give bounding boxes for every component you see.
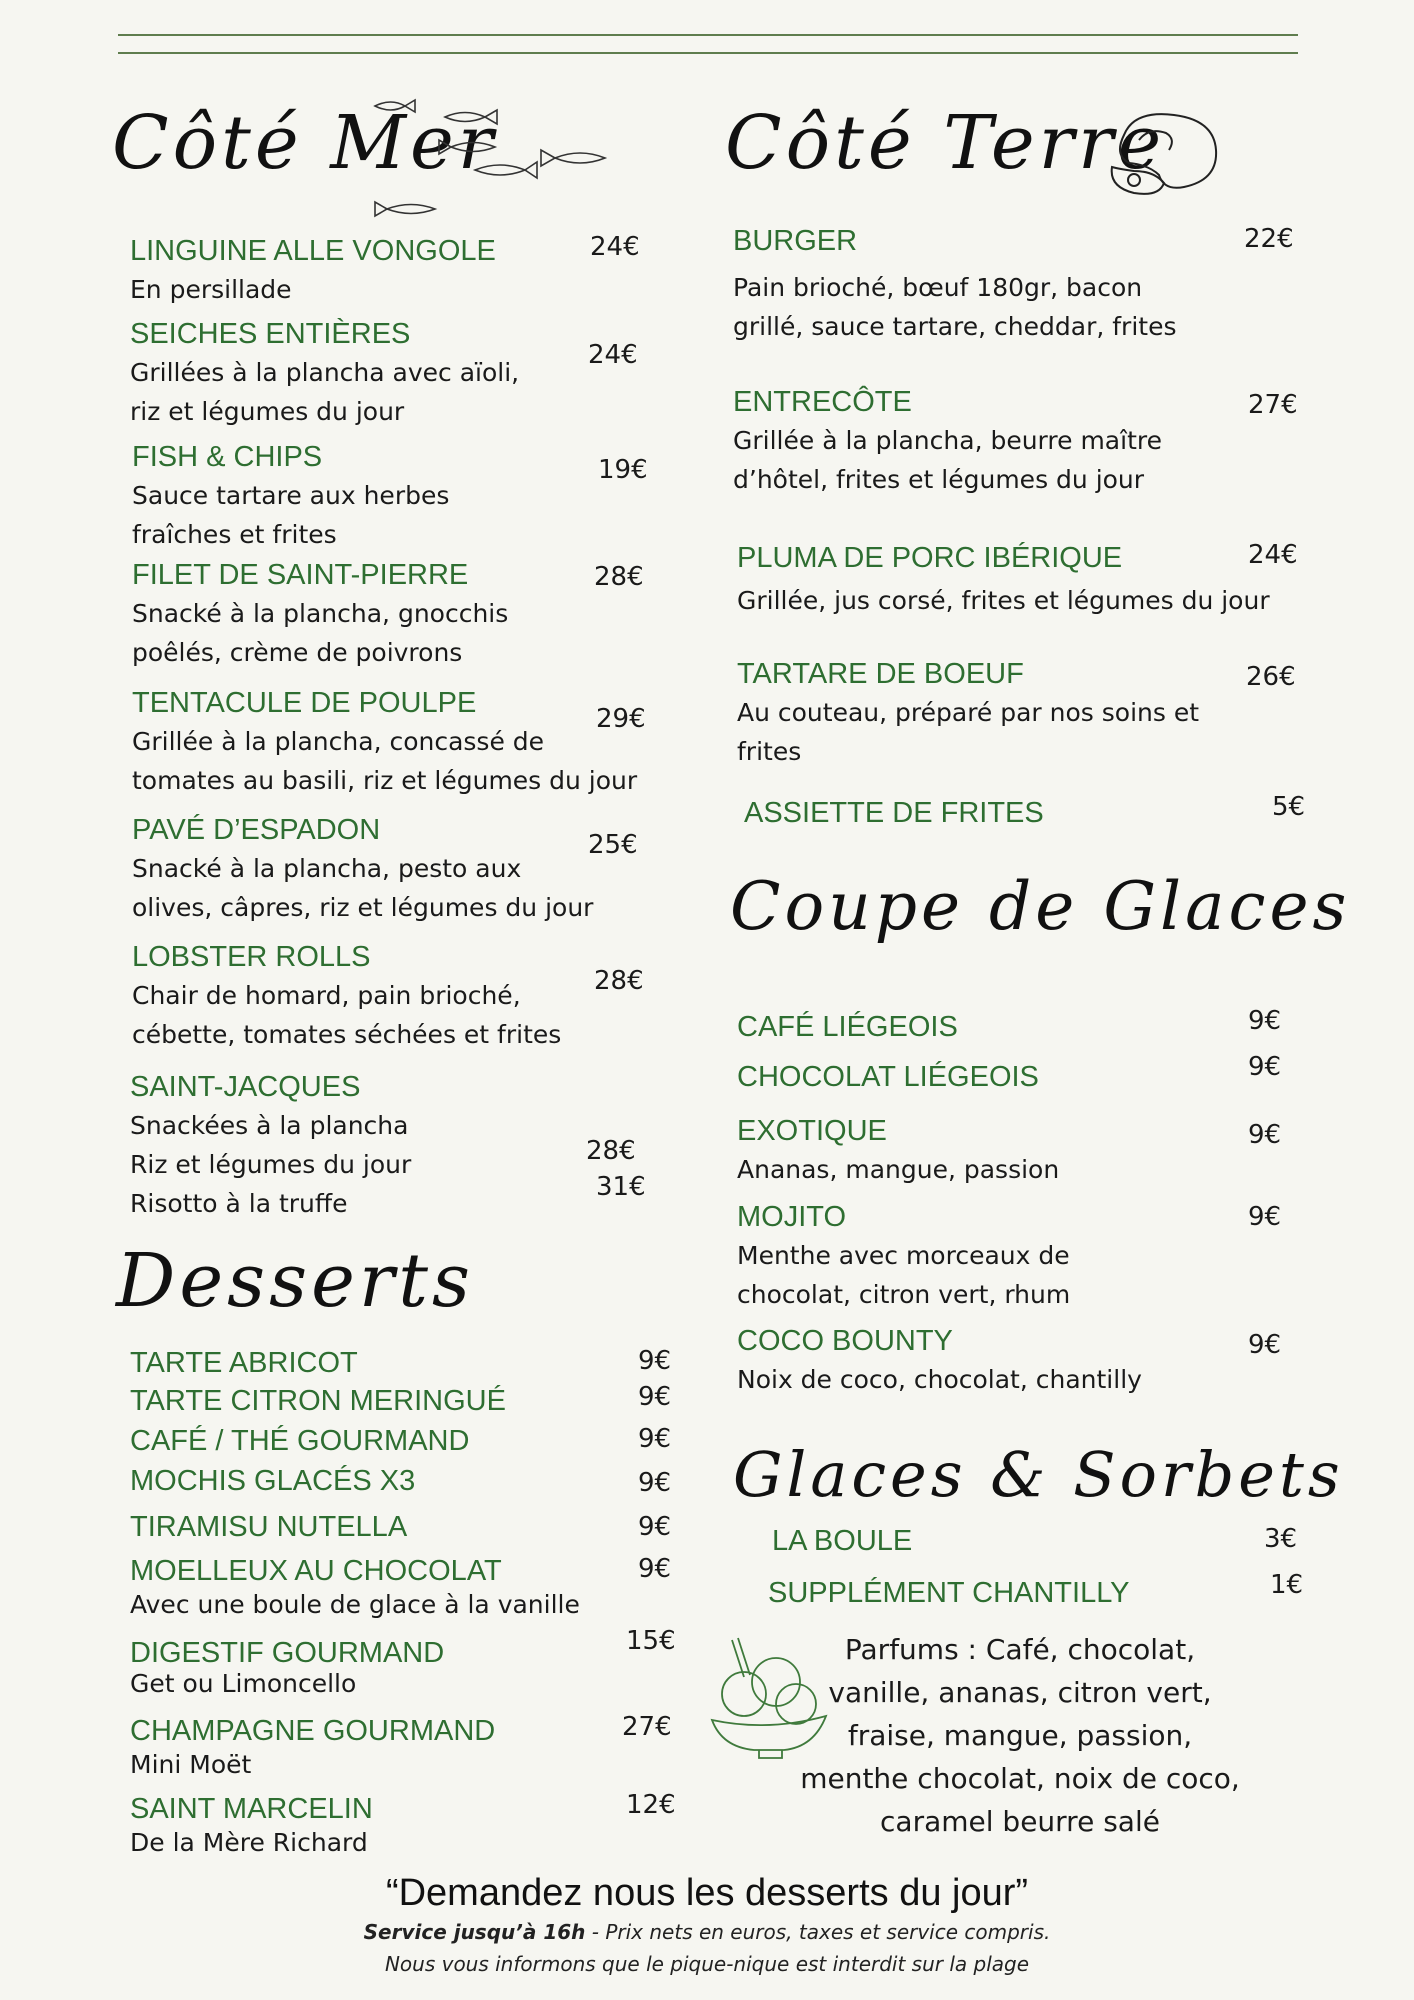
fish-school-icon — [345, 88, 615, 228]
item-name: FILET DE SAINT-PIERRE — [132, 559, 469, 591]
item-desc: Riz et légumes du jour — [130, 1150, 412, 1179]
glace-supplement-chantilly — [768, 1574, 1130, 1612]
parfums-line: vanille, ananas, citron vert, — [828, 1676, 1212, 1709]
dessert-digestif — [130, 1634, 444, 1696]
dessert-moelleux — [130, 1552, 580, 1620]
item-desc: Grillée à la plancha, beurre maître — [733, 426, 1162, 455]
item-price: 26€ — [1246, 662, 1296, 692]
glace-exotique — [737, 1112, 1059, 1189]
item-price: 22€ — [1244, 224, 1294, 254]
menu-item-frites — [744, 794, 1044, 832]
item-desc: Au couteau, préparé par nos soins et — [737, 698, 1200, 727]
item-desc: d’hôtel, frites et légumes du jour — [733, 465, 1145, 494]
item-desc: fraîches et frites — [132, 520, 337, 549]
top-rule-2 — [118, 52, 1298, 54]
menu-item-burger — [733, 222, 1176, 346]
item-price: 1€ — [1270, 1570, 1304, 1600]
item-price: 9€ — [638, 1468, 672, 1498]
item-desc: chocolat, citron vert, rhum — [737, 1280, 1071, 1309]
item-name: TENTACULE DE POULPE — [132, 687, 477, 719]
item-desc: Snackées à la plancha — [130, 1111, 409, 1140]
item-name: EXOTIQUE — [737, 1115, 887, 1147]
item-desc: Get ou Limoncello — [130, 1669, 357, 1698]
item-name: TARTARE DE BOEUF — [737, 658, 1024, 690]
menu-item-lobster-rolls — [132, 938, 561, 1054]
item-desc: Grillée à la plancha, concassé de — [132, 727, 545, 756]
item-desc: Sauce tartare aux herbes — [132, 481, 450, 510]
item-name: PAVÉ D’ESPADON — [132, 814, 381, 846]
item-name: SAINT MARCELIN — [130, 1793, 373, 1825]
item-name: COCO BOUNTY — [737, 1325, 953, 1357]
item-name: LA BOULE — [772, 1525, 913, 1557]
item-price: 9€ — [638, 1512, 672, 1542]
section-title-cote-terre: Côté Terre — [725, 100, 1166, 186]
menu-item-entrecote — [733, 383, 1162, 499]
item-price: 24€ — [590, 232, 640, 262]
item-name: LOBSTER ROLLS — [132, 941, 371, 973]
item-price: 3€ — [1264, 1524, 1298, 1554]
item-price: 27€ — [622, 1712, 672, 1742]
dessert-tarte-citron — [130, 1382, 506, 1420]
parfums-line: fraise, mangue, passion, — [847, 1719, 1193, 1752]
item-desc: frites — [737, 737, 802, 766]
item-price: 9€ — [1248, 1330, 1282, 1360]
item-price: 9€ — [1248, 1120, 1282, 1150]
item-name: DIGESTIF GOURMAND — [130, 1637, 445, 1669]
item-price: 5€ — [1272, 792, 1306, 822]
glace-mojito — [737, 1198, 1070, 1314]
item-price: 28€ — [594, 966, 644, 996]
item-name: TARTE CITRON MERINGUÉ — [130, 1385, 506, 1417]
item-name: BURGER — [733, 225, 858, 257]
item-name: MOELLEUX AU CHOCOLAT — [130, 1555, 502, 1587]
dessert-tiramisu — [130, 1508, 407, 1546]
item-price: 15€ — [626, 1626, 676, 1656]
item-price: 9€ — [1248, 1052, 1282, 1082]
parfums-line: caramel beurre salé — [880, 1805, 1160, 1838]
item-name: PLUMA DE PORC IBÉRIQUE — [737, 542, 1123, 574]
item-name: MOCHIS GLACÉS X3 — [130, 1465, 416, 1497]
item-desc: poêlés, crème de poivrons — [132, 638, 463, 667]
item-price: 9€ — [1248, 1006, 1282, 1036]
item-name: MOJITO — [737, 1201, 847, 1233]
parfums-list — [780, 1628, 1260, 1843]
item-price: 9€ — [638, 1346, 672, 1376]
item-name: CAFÉ LIÉGEOIS — [737, 1011, 958, 1043]
item-desc: olives, câpres, riz et légumes du jour — [132, 893, 594, 922]
item-price: 9€ — [1248, 1202, 1282, 1232]
item-desc: Grillée, jus corsé, frites et légumes du jour — [737, 586, 1270, 615]
menu-item-poulpe — [132, 684, 637, 800]
item-price: 19€ — [598, 455, 648, 485]
dessert-saint-marcelin — [130, 1790, 373, 1858]
item-price: 27€ — [1248, 390, 1298, 420]
menu-item-saint-pierre — [132, 556, 508, 672]
glace-chocolat-liegeois — [737, 1058, 1039, 1096]
parfums-line: menthe chocolat, noix de coco, — [800, 1762, 1240, 1795]
item-desc: En persillade — [130, 275, 292, 304]
menu-item-linguine — [130, 232, 496, 309]
item-desc: Noix de coco, chocolat, chantilly — [737, 1365, 1142, 1394]
item-price: 24€ — [588, 340, 638, 370]
item-desc: riz et légumes du jour — [130, 397, 405, 426]
item-price: 9€ — [638, 1554, 672, 1584]
menu-item-fish-chips — [132, 438, 449, 554]
item-name: ASSIETTE DE FRITES — [744, 797, 1044, 829]
steak-icon — [1104, 105, 1224, 205]
dessert-champagne — [130, 1712, 495, 1780]
item-desc: De la Mère Richard — [130, 1828, 368, 1857]
glace-la-boule — [772, 1522, 912, 1560]
menu-item-saint-jacques — [130, 1068, 411, 1223]
section-title-cote-mer: Côté Mer — [112, 100, 498, 186]
glace-cafe-liegeois — [737, 1008, 958, 1046]
item-name: SEICHES ENTIÈRES — [130, 318, 411, 350]
dessert-cafe-the-gourmand — [130, 1422, 469, 1460]
item-name: SUPPLÉMENT CHANTILLY — [768, 1577, 1130, 1609]
item-desc: Ananas, mangue, passion — [737, 1155, 1060, 1184]
top-rule-1 — [118, 34, 1298, 36]
item-desc: grillé, sauce tartare, cheddar, frites — [733, 312, 1177, 341]
item-name: CHOCOLAT LIÉGEOIS — [737, 1061, 1039, 1093]
item-name: ENTRECÔTE — [733, 386, 912, 418]
footer-service-note: - Prix nets en euros, taxes et service compris. — [585, 1920, 1051, 1944]
parfums-line: Parfums : Café, chocolat, — [844, 1633, 1196, 1666]
footer-service-hours: Service jusqu’à 16h — [363, 1920, 586, 1944]
dessert-tarte-abricot — [130, 1344, 358, 1382]
item-desc: Risotto à la truffe — [130, 1189, 348, 1218]
item-price: 9€ — [638, 1424, 672, 1454]
item-desc: cébette, tomates séchées et frites — [132, 1020, 562, 1049]
section-title-desserts: Desserts — [116, 1238, 474, 1324]
menu-item-espadon — [132, 811, 593, 927]
menu-item-seiches — [130, 315, 519, 431]
item-desc: Chair de homard, pain brioché, — [132, 981, 521, 1010]
glace-coco-bounty — [737, 1322, 1142, 1399]
item-price: 12€ — [626, 1790, 676, 1820]
dessert-mochis — [130, 1462, 415, 1500]
item-name: FISH & CHIPS — [132, 441, 323, 473]
menu-item-tartare — [737, 655, 1199, 771]
item-desc: Snacké à la plancha, gnocchis — [132, 599, 509, 628]
item-price: 25€ — [588, 830, 638, 860]
item-name: TIRAMISU NUTELLA — [130, 1511, 408, 1543]
item-desc: tomates au basili, riz et légumes du jour — [132, 766, 638, 795]
item-desc: Pain brioché, bœuf 180gr, bacon — [733, 273, 1143, 302]
item-desc: Avec une boule de glace à la vanille — [130, 1590, 580, 1619]
item-price: 28€ — [594, 562, 644, 592]
item-name: SAINT-JACQUES — [130, 1071, 361, 1103]
item-price: 9€ — [638, 1382, 672, 1412]
footer-notice: Nous vous informons que le pique-nique est interdit sur la plage — [384, 1952, 1030, 1976]
item-name: CAFÉ / THÉ GOURMAND — [130, 1425, 470, 1457]
item-price: 31€ — [596, 1172, 646, 1202]
section-title-glaces-sorbets: Glaces & Sorbets — [733, 1438, 1344, 1511]
item-desc: Grillées à la plancha avec aïoli, — [130, 358, 520, 387]
item-name: CHAMPAGNE GOURMAND — [130, 1715, 496, 1747]
menu-item-pluma — [737, 539, 1270, 620]
item-desc: Menthe avec morceaux de — [737, 1241, 1070, 1270]
item-price: 28€ — [586, 1136, 636, 1166]
item-desc: Mini Moët — [130, 1750, 252, 1779]
item-name: LINGUINE ALLE VONGOLE — [130, 235, 496, 267]
section-title-coupe-de-glaces: Coupe de Glaces — [730, 868, 1351, 945]
item-desc: Snacké à la plancha, pesto aux — [132, 854, 522, 883]
item-name: TARTE ABRICOT — [130, 1347, 358, 1379]
footer-service-line — [0, 1920, 1414, 1944]
item-price: 29€ — [596, 704, 646, 734]
footer-quote: “Demandez nous les desserts du jour” — [385, 1872, 1029, 1914]
item-price: 24€ — [1248, 540, 1298, 570]
